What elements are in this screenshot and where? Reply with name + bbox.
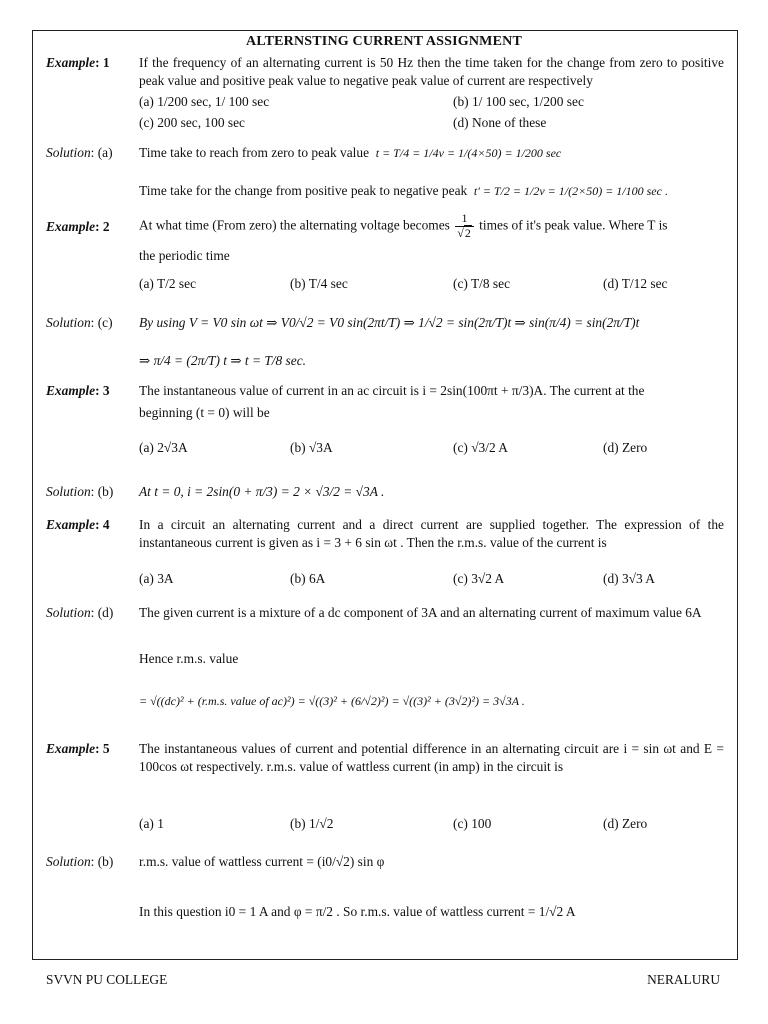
example-4-label: Example: 4 xyxy=(46,517,110,532)
page-title: ALTERNSTING CURRENT ASSIGNMENT xyxy=(246,34,522,49)
example-1-label: Example: 1 xyxy=(46,55,110,70)
solution-2-line-2: ⇒ π/4 = (2π/T) t ⇒ t = T/8 sec. xyxy=(139,353,307,368)
solution-1-eq-1: t = T/4 = 1/4ν = 1/(4×50) = 1/200 sec xyxy=(375,146,562,160)
example-4-option-c: (c) 3√2 A xyxy=(453,571,505,586)
solution-5-label: Solution: (b) xyxy=(46,854,114,869)
example-4-option-b: (b) 6A xyxy=(290,571,326,586)
example-5-option-d: (d) Zero xyxy=(603,816,648,831)
example-2-text-2: the periodic time xyxy=(139,248,230,263)
example-3-option-d: (d) Zero xyxy=(603,440,648,455)
example-5-label: Example: 5 xyxy=(46,741,110,756)
example-2-option-d: (d) T/12 sec xyxy=(603,276,668,291)
example-1-option-b: (b) 1/ 100 sec, 1/200 sec xyxy=(453,94,584,109)
example-2-label: Example: 2 xyxy=(46,219,110,234)
footer-college: SVVN PU COLLEGE xyxy=(46,972,168,987)
example-3-option-c: (c) √3/2 A xyxy=(453,440,508,455)
solution-1-eq-2: t' = T/2 = 1/2ν = 1/(2×50) = 1/100 sec . xyxy=(473,184,668,198)
solution-5-line-2: In this question i0 = 1 A and φ = π/2 . So r.m.s. value of wattless current = 1/√2 A xyxy=(139,904,576,919)
example-2-option-b: (b) T/4 sec xyxy=(290,276,348,291)
solution-3-label: Solution: (b) xyxy=(46,484,114,499)
example-2-text: At what time (From zero) the alternating voltage becomes $\frac{1}{√2}$ times of it's peak value. Where T is xyxy=(139,211,668,240)
example-3-option-a: (a) 2√3A xyxy=(139,440,188,455)
example-5-option-c: (c) 100 xyxy=(453,816,492,831)
example-4-text: In a circuit an alternating current and a direct current are supplied together. The expression of the instantaneous current is given as i = 3 + 6 sin ωt . Then the r.m.s. value of the current is xyxy=(139,517,724,551)
solution-2-label: Solution: (c) xyxy=(46,315,113,330)
example-4-option-a: (a) 3A xyxy=(139,571,174,586)
example-1-text: If the frequency of an alternating current is 50 Hz then the time taken for the change from zero to positive peak value and positive peak value to negative peak value of current are respectively xyxy=(139,55,724,89)
example-5-option-a: (a) 1 xyxy=(139,816,164,831)
solution-4-label: Solution: (d) xyxy=(46,605,114,620)
example-4-option-d: (d) 3√3 A xyxy=(603,571,655,586)
solution-1-line-2: Time take for the change from positive peak to negative peak t' = T/2 = 1/2ν = 1/(2×50) = 1/100 sec . xyxy=(139,183,668,198)
example-3-text-2: beginning (t = 0) will be xyxy=(139,405,270,420)
example-1-option-c: (c) 200 sec, 100 sec xyxy=(139,115,245,130)
solution-4-line-1: The given current is a mixture of a dc component of 3A and an alternating current of maximum value 6A xyxy=(139,605,702,620)
example-2-option-c: (c) T/8 sec xyxy=(453,276,511,291)
footer-location: NERALURU xyxy=(647,972,720,987)
example-5-option-b: (b) 1/√2 xyxy=(290,816,334,831)
solution-5-line-1: r.m.s. value of wattless current = (i0/√2) sin φ xyxy=(139,854,385,869)
example-3-label: Example: 3 xyxy=(46,383,110,398)
solution-2-line-1: By using V = V0 sin ωt ⇒ V0/√2 = V0 sin(2πt/T) ⇒ 1/√2 = sin(2π/T)t ⇒ sin(π/4) = sin(2π/T)t xyxy=(139,315,640,330)
solution-4-line-2: Hence r.m.s. value xyxy=(139,651,239,666)
example-2-option-a: (a) T/2 sec xyxy=(139,276,197,291)
solution-1-line-1: Time take to reach from zero to peak value t = T/4 = 1/4ν = 1/(4×50) = 1/200 sec xyxy=(139,145,562,160)
example-3-text-1: The instantaneous value of current in an ac circuit is i = 2sin(100πt + π/3)A. The current at the xyxy=(139,383,645,398)
example-3-option-b: (b) √3A xyxy=(290,440,333,455)
example-1-option-d: (d) None of these xyxy=(453,115,547,130)
example-1-option-a: (a) 1/200 sec, 1/ 100 sec xyxy=(139,94,270,109)
solution-1-label: Solution: (a) xyxy=(46,145,113,160)
example-5-text: The instantaneous values of current and potential difference in an alternating circuit are i = sin ωt and E = 100cos ωt respectively. r.m.s. value of wattless current (in amp) in the circuit is xyxy=(139,741,724,775)
solution-3-line-1: At t = 0, i = 2sin(0 + π/3) = 2 × √3/2 = √3A . xyxy=(139,484,385,499)
solution-4-equation: = √((dc)² + (r.m.s. value of ac)²) = √((3)² + (6/√2)²) = √((3)² + (3√2)²) = 3√3A . xyxy=(139,694,525,708)
one-over-root-two: $\frac{1}{√2}$ xyxy=(455,212,474,241)
